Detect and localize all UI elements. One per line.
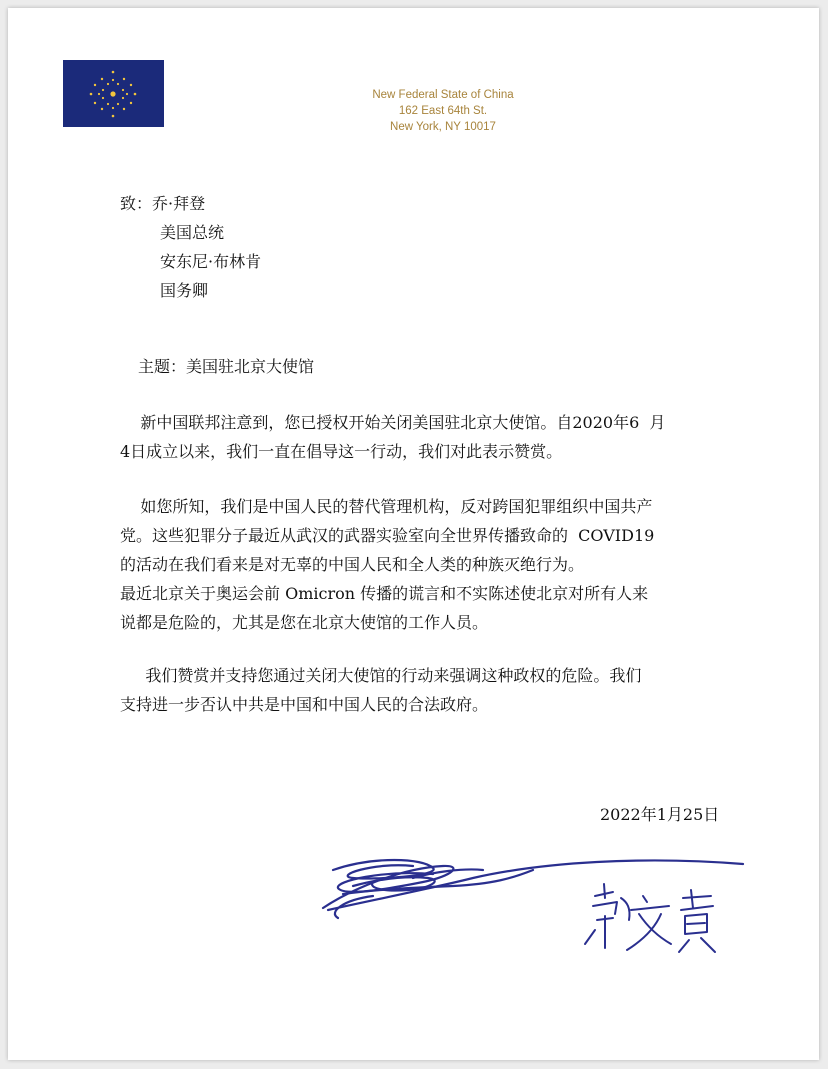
letter-date: 2022年1月25日	[600, 805, 720, 824]
paragraph-1	[120, 408, 665, 466]
signature-area	[313, 848, 748, 978]
recipient-line-3: 安东尼·布林肯	[160, 252, 262, 271]
paragraph-line: 支持进一步否认中共是中国和中国人民的合法政府。	[120, 695, 489, 714]
new-federal-state-flag-icon	[63, 60, 164, 127]
paragraph-line: 4日成立以来，我们一直在倡导这一行动，我们对此表示赞赏。	[120, 442, 563, 461]
paragraph-line: 最近北京关于奥运会前 Omicron 传播的谎言和不实陈述使北京对所有人来	[120, 584, 649, 603]
paragraph-line: 如您所知，我们是中国人民的替代管理机构，反对跨国犯罪组织中国共产	[120, 497, 653, 516]
paragraph-line: 说都是危险的，尤其是您在北京大使馆的工作人员。	[120, 613, 489, 632]
subject-line: 主题：美国驻北京大使馆	[138, 357, 315, 376]
paragraph-2	[120, 492, 654, 637]
address-line-2: New York, NY 10017	[390, 121, 496, 133]
address-line-1: 162 East 64th St.	[398, 105, 488, 117]
paragraph-line: 党。这些犯罪分子最近从武汉的武器实验室向全世界传播致命的 COVID19	[120, 526, 655, 545]
paragraph-3	[120, 661, 641, 719]
paragraph-line: 我们赞赏并支持您通过关闭大使馆的行动来强调这种政权的危险。我们	[120, 666, 642, 685]
handwritten-signature-icon	[313, 848, 748, 978]
recipient-line-1: 致：乔·拜登	[120, 194, 206, 213]
paragraph-line: 新中国联邦注意到，您已授权开始关闭美国驻北京大使馆。自2020年6 月	[120, 413, 666, 432]
org-name: New Federal State of China	[372, 89, 514, 101]
recipient-line-2: 美国总统	[160, 223, 225, 242]
paragraph-line: 的活动在我们看来是对无辜的中国人民和全人类的种族灭绝行为。	[120, 555, 585, 574]
recipient-block	[120, 189, 261, 305]
flag-logo	[63, 60, 164, 127]
letter-page	[8, 8, 819, 1060]
letterhead	[278, 87, 608, 135]
recipient-line-4: 国务卿	[160, 281, 209, 300]
